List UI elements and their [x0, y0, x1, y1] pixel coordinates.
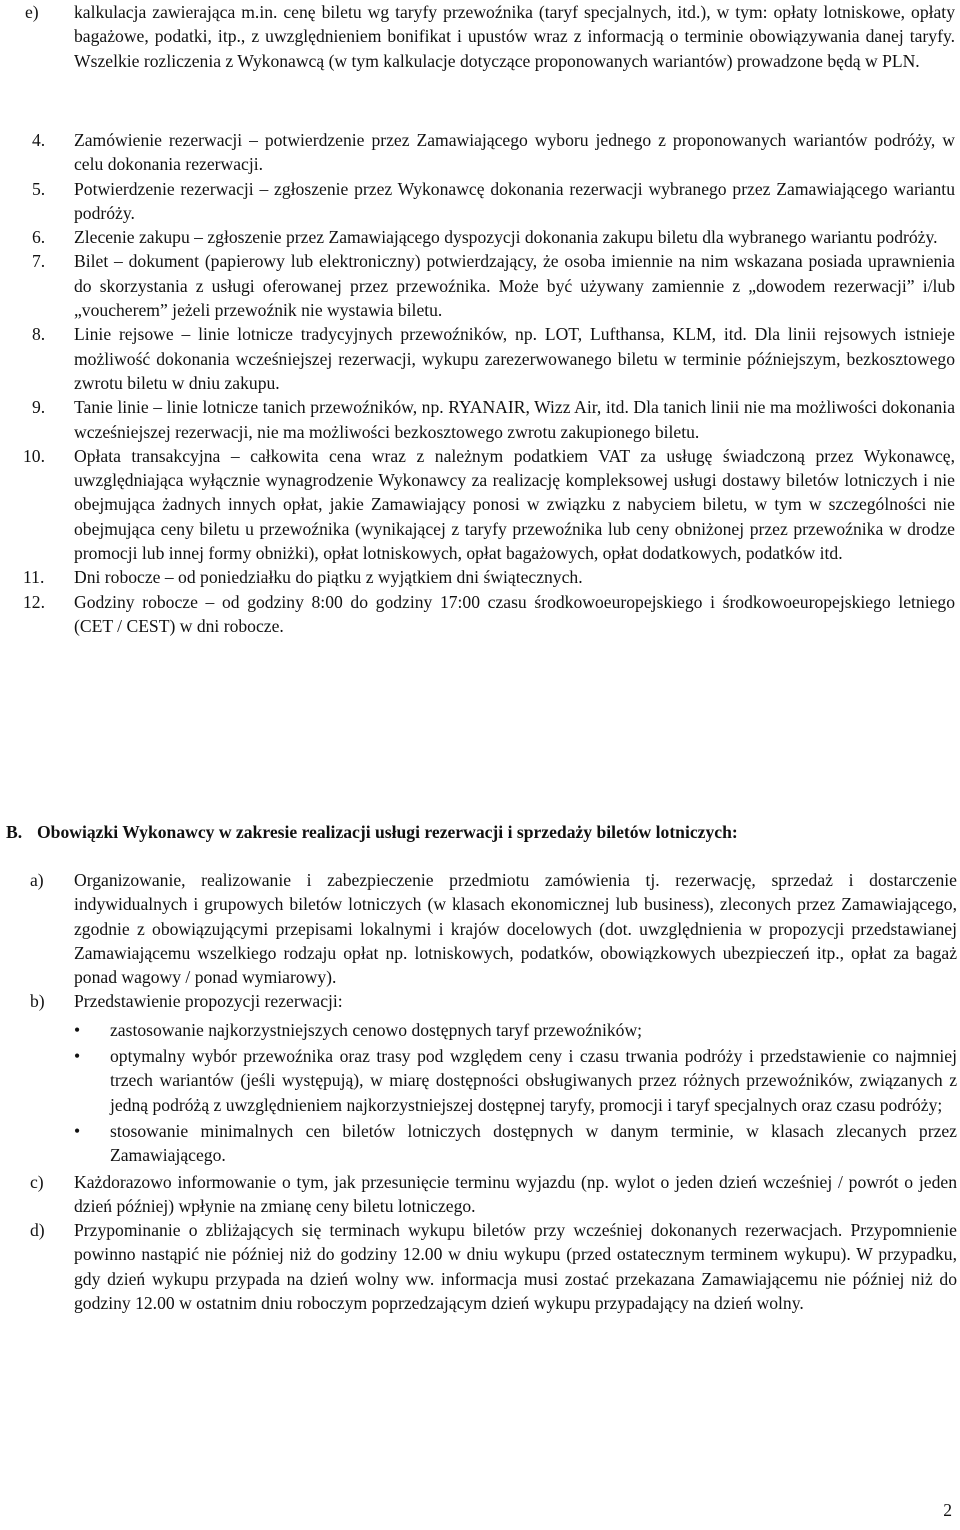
definition-number: 8.: [32, 324, 46, 345]
bullet-item: [0, 1044, 960, 1117]
obligation-text: Każdorazowo informowanie o tym, jak przesunięcie terminu wyjazdu (np. wylot o jeden dzień wcześniej / powrót o jeden dzień później) wpłynie na zmianę ceny biletu lotniczego.: [74, 1171, 957, 1216]
obligation-text: Przedstawienie propozycji rezerwacji:: [74, 991, 343, 1012]
obligation-d: [0, 1218, 960, 1315]
definition-text: Opłata transakcyjna – całkowita cena wraz z należnym podatkiem VAT za usługę świadczoną przez Wykonawcę, uwzględniająca wyłącznie wynagrodzenie Wykonawcy za realizację kompleksowej usługi dostawy biletów lotniczych i nie obejmująca żadnych innych opłat, jakie Zamawiający ponosi w związku z nabyciem biletu, w tym w szczególności nie obejmująca ceny biletu u przewoźnika (wynikającej z taryfy przewoźnika lub ceny obniżonej przez przewoźnika w drodze promocji lub innej formy obniżki), opłat lotniskowych, opłat bagażowych, opłat dodatkowych, podatków itd.: [74, 445, 955, 564]
obligation-a: [0, 868, 960, 989]
definition-number: 4.: [32, 130, 46, 150]
definition-7: [0, 249, 960, 322]
definition-9: [0, 395, 960, 444]
bullet-item: [0, 1018, 960, 1042]
obligation-label: b): [30, 991, 45, 1012]
list-item-text: kalkulacja zawierająca m.in. cenę biletu wg taryfy przewoźnika (taryf specjalnych, itd.), w tym: opłaty lotniskowe, opłaty bagażowe, podatki, itp., z uwzględnieniem bonifikat i upustów wraz z informacją o terminie obowiązywania danej taryfy. Wszelkie rozliczenia z Wykonawcą (w tym kalkulacje dotyczące proponowanych wariantów) prowadzone będą w PLN.: [74, 2, 955, 71]
definition-12: [0, 590, 960, 639]
definition-text: Bilet – dokument (papierowy lub elektroniczny) potwierdzający, że osoba imiennie na nim wskazana posiada uprawnienia do skorzystania z usługi oferowanej przez przewoźnika. Może być używany zamiennie z „dowodem rezerwacji” i/lub „voucherem” jeżeli przewoźnik nie wystawia biletu.: [74, 251, 955, 321]
definitions-list: [0, 128, 960, 638]
definition-text: Zlecenie zakupu – zgłoszenie przez Zamawiającego dyspozycji dokonania zakupu biletu dla wybranego wariantu podróży.: [74, 227, 938, 248]
definition-10: [0, 444, 960, 565]
bullet-marker: •: [74, 1046, 81, 1067]
definition-5: [0, 177, 960, 226]
obligation-label: c): [30, 1171, 44, 1192]
bullet-marker: •: [74, 1120, 81, 1141]
definition-number: 11.: [23, 567, 45, 588]
definition-number: 7.: [32, 251, 46, 272]
definition-11: [0, 565, 960, 589]
definition-number: 12.: [23, 591, 45, 612]
definition-number: 6.: [32, 227, 46, 248]
list-item-label: e): [25, 2, 39, 22]
obligation-text: Organizowanie, realizowanie i zabezpieczenie przedmiotu zamówienia tj. rezerwację, sprzedaż i dostarczenie indywidualnych i grupowych biletów lotniczych (w klasach ekonomicznej lub business), zleconych przez Zamawiającego, zgodnie z obowiązującymi przepisami lokalnymi i krajów docelowych (dot. uwzględnienia w propozycji przedstawianej Zamawiającemu wszelkiego rodzaju opłat np. lotniskowych, podatków, obowiązkowych ubezpieczeń itp., opłat za bagaż ponad wagowy / ponad wymiarowy).: [74, 870, 957, 988]
definition-text: Potwierdzenie rezerwacji – zgłoszenie przez Wykonawcę dokonania rezerwacji wybranego przez Zamawiającego wariantu podróży.: [74, 178, 955, 223]
section-b-label: B.: [6, 822, 23, 842]
bullet-text: zastosowanie najkorzystniejszych cenowo dostępnych taryf przewoźników;: [110, 1019, 643, 1040]
obligation-text: Przypominanie o zbliżających się terminach wykupu biletów przy wcześniej dokonanych rezerwacjach. Przypomnienie powinno nastąpić nie później niż do godziny 12.00 w dniu wykupu (przed ostatecznym terminem wykupu). W przypadku, gdy dzień wykupu przypada na dzień wolny ww. informacja musi zostać przekazana Zamawiającemu nie później niż do godziny 12.00 w ostatnim dniu roboczym poprzedzającym dzień wykupu przypadający na dzień wolny.: [74, 1220, 957, 1314]
definition-6: [0, 225, 960, 249]
definition-text: Dni robocze – od poniedziałku do piątku z wyjątkiem dni świątecznych.: [74, 567, 583, 588]
definition-4: [0, 128, 960, 177]
definition-8: [0, 322, 960, 395]
definition-number: 9.: [32, 397, 46, 418]
definition-text: Godziny robocze – od godziny 8:00 do godziny 17:00 czasu środkowoeuropejskiego i środkowoeuropejskiego letniego (CET / CEST) w dni robocze.: [74, 591, 955, 636]
definition-number: 5.: [32, 178, 46, 199]
bullet-item: [0, 1119, 960, 1168]
definition-text: Zamówienie rezerwacji – potwierdzenie przez Zamawiającego wyboru jednego z proponowanych wariantów podróży, w celu dokonania rezerwacji.: [74, 130, 955, 175]
definition-text: Linie rejsowe – linie lotnicze tradycyjnych przewoźników, np. LOT, Lufthansa, KLM, itd. Dla linii rejsowych istnieje możliwość dokonania wcześniejszej rezerwacji, wykupu zarezerwowanego biletu w terminie późniejszym, bezkosztowego zwrotu biletu w dniu zakupu.: [74, 324, 955, 393]
obligation-b: [0, 989, 960, 1013]
obligation-c: [0, 1170, 960, 1219]
definition-number: 10.: [23, 445, 45, 466]
definition-text: Tanie linie – linie lotnicze tanich przewoźników, np. RYANAIR, Wizz Air, itd. Dla tanich linii nie ma możliwości dokonania wcześniejszej rezerwacji, nie ma możliwości bezkosztowego zwrotu zakupionego biletu.: [74, 397, 955, 442]
bullet-marker: •: [74, 1019, 81, 1040]
bullet-text: optymalny wybór przewoźnika oraz trasy pod względem ceny i czasu trwania podróży i przedstawienie co najmniej trzech wariantów (jeśli występują), w miarę dostępności obsługiwanych przez różnych przewoźników, związanych z jedną podróżą z uwzględnieniem najkorzystniejszej dostępnej taryfy, promocji i taryf specjalnych oraz czasu podróży;: [110, 1046, 957, 1115]
obligation-label: a): [30, 870, 44, 890]
list-continuation: [0, 0, 960, 73]
list-item-e: [0, 0, 960, 73]
obligations-list: [0, 868, 960, 1315]
page-number: 2: [943, 1500, 952, 1520]
bullet-text: stosowanie minimalnych cen biletów lotniczych dostępnych w danym terminie, w klasach zlecanych przez Zamawiającego.: [110, 1120, 957, 1166]
obligation-label: d): [30, 1220, 45, 1241]
section-b-title: Obowiązki Wykonawcy w zakresie realizacji usługi rezerwacji i sprzedaży biletów lotniczych:: [37, 822, 738, 842]
